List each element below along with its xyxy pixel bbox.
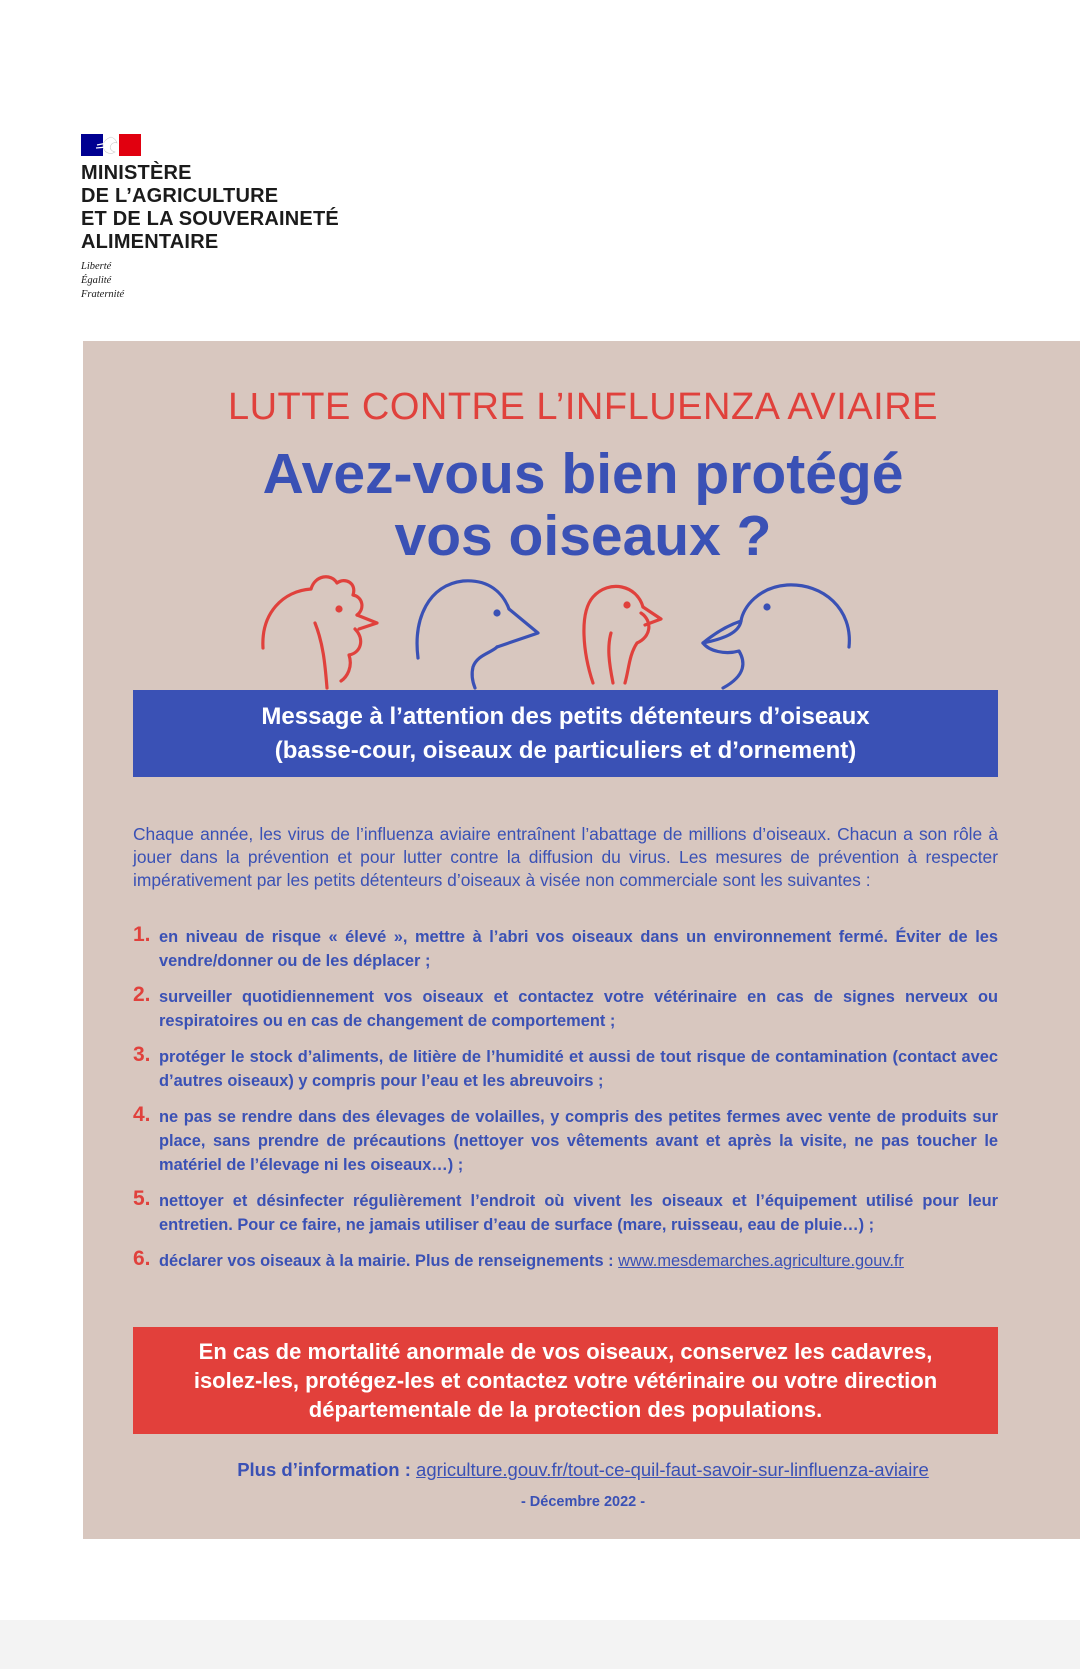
ministry-line: ET DE LA SOUVERAINETÉ [81, 208, 339, 230]
more-info-link[interactable]: agriculture.gouv.fr/tout-ce-quil-faut-savoir-sur-linfluenza-aviaire [416, 1459, 929, 1480]
motto-line: Fraternité [81, 289, 125, 300]
audience-line: Message à l’attention des petits détenteurs d’oiseaux [261, 702, 870, 730]
measure-item [133, 985, 998, 1033]
measure-text: protéger le stock d’aliments, de litière de l’humidité et aussi de tout risque de contamination (contact avec d’autres oiseaux) y compris pour l’eau et les abreuvoirs ; [159, 1048, 998, 1090]
marianne-flag-icon [81, 134, 141, 156]
measure-item [133, 1045, 998, 1093]
ministry-logo [81, 134, 339, 302]
publication-date: - Décembre 2022 - [520, 1494, 646, 1510]
measure-text: ne pas se rendre dans des élevages de volailles, y compris des petites fermes avec vente de produits sur place, sans prendre de précautions (nettoyer vos vêtements avant et après la visite, ne pas toucher le matériel de l’élevage ni les oiseaux…) ; [159, 1108, 998, 1174]
ministry-line: ALIMENTAIRE [81, 231, 219, 253]
ministry-name [81, 162, 339, 254]
headline-line: Avez-vous bien protégé [262, 442, 904, 506]
alert-line: départementale de la protection des populations. [308, 1397, 823, 1422]
more-info [83, 1459, 1080, 1481]
poster-headline [83, 443, 1080, 567]
measure-item [133, 1189, 998, 1237]
ministry-line: MINISTÈRE [81, 162, 192, 184]
audience-line: (basse-cour, oiseaux de particuliers et d’ornement) [274, 736, 857, 764]
alert-line: isolez-les, protégez-les et contactez votre vétérinaire ou votre direction [193, 1368, 938, 1393]
measure-number: 3. [133, 1043, 151, 1066]
measure-number: 2. [133, 983, 151, 1006]
poster-kicker: LUTTE CONTRE L’INFLUENZA AVIAIRE [227, 386, 938, 428]
alert-line: En cas de mortalité anormale de vos oiseaux, conservez les cadavres, [198, 1339, 933, 1364]
ministry-line: DE L’AGRICULTURE [81, 185, 279, 207]
measure-text: en niveau de risque « élevé », mettre à l’abri vos oiseaux dans un environnement fermé. Éviter de les vendre/donner ou de les déplacer ; [159, 928, 998, 970]
measure-item [133, 925, 998, 973]
measure-item [133, 1105, 998, 1177]
goose-icon [417, 581, 538, 688]
mortality-alert-banner [133, 1327, 998, 1434]
turkey-icon [584, 586, 661, 683]
motto-line: Liberté [81, 261, 112, 272]
measure-number: 4. [133, 1103, 151, 1126]
measure-number: 1. [133, 923, 151, 946]
measures-list [133, 925, 998, 1285]
more-info-label: Plus d’information : [237, 1459, 411, 1480]
page-bottom-strip [0, 1620, 1080, 1669]
measure-number: 5. [133, 1187, 151, 1210]
motto-line: Égalité [81, 275, 112, 286]
intro-paragraph: Chaque année, les virus de l’influenza aviaire entraînent l’abattage de millions d’oiseaux. Chacun a son rôle à jouer dans la prévention et pour lutter contre la diffusion du virus. Les mesures de prévention à respecter impérativement par les petits détenteurs d’oiseaux à visée non commerciale sont les suivantes : [133, 824, 998, 890]
measure-number: 6. [133, 1247, 151, 1270]
poster-panel [83, 341, 1080, 1539]
chicken-icon [263, 577, 377, 688]
measure-text: nettoyer et désinfecter régulièrement l’endroit où vivent les oiseaux et l’équipement utilisé pour leur entretien. Pour ce faire, ne jamais utiliser d’eau de surface (mare, ruisseau, eau de pluie…) ; [159, 1192, 998, 1234]
measure-text: surveiller quotidiennement vos oiseaux et contactez votre vétérinaire en cas de signes nerveux ou respiratoires ou en cas de changement de comportement ; [159, 988, 998, 1030]
audience-banner [133, 690, 998, 777]
measure-text: déclarer vos oiseaux à la mairie. Plus de renseignements : [159, 1252, 619, 1270]
birds-illustration [253, 563, 953, 693]
measure-item [133, 1249, 998, 1273]
mesdemarches-link[interactable]: www.mesdemarches.agriculture.gouv.fr [618, 1252, 904, 1270]
headline-line: vos oiseaux ? [394, 504, 772, 568]
republic-motto [81, 260, 339, 302]
duck-icon [703, 585, 849, 688]
